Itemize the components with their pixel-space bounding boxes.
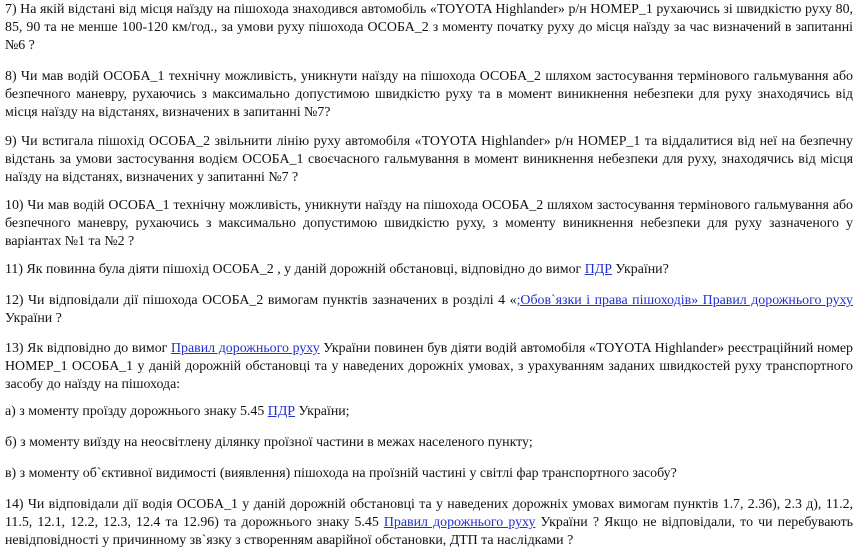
text-run: 8) Чи мав водій ОСОБА_1 технічну можливість, уникнути наїзду на пішохода ОСОБА_2 шляхом застосування термінового гальмування або безпечного маневру, рухаючись з максимально допустимою швидкістю руху та в момент виникнення небезпеки для руху знаходячись від місця наїзду на відстанях, визначених в запитанні №7?: [5, 69, 853, 121]
text-run: 11) Як повинна була діяти пішохід ОСОБА_2 , у даній дорожній обстановці, відповідно до вимог: [5, 262, 585, 277]
pdr-link[interactable]: ПДР: [584, 262, 612, 277]
text-run: в) з моменту об`єктивної видимості (виявлення) пішохода на проїзній частині у світлі фар транспортного засобу?: [5, 466, 677, 481]
question-11: [5, 261, 853, 279]
text-run: України?: [611, 262, 669, 277]
pedestrian-duties-link[interactable]: ;Обов`язки і права пішоходів» Правил дорожнього руху: [516, 293, 853, 308]
text-run: 14) Чи відповідали дії водія ОСОБА_1 у даній дорожній обстановці та у наведених дорожніх умовах вимогам пунктів 1.7, 2.36), 2.3 д), 11.2, 11.5, 12.1, 12.2, 12.3, 12.4 та 12.96) та дорожнього знаку 5.45: [5, 497, 853, 531]
question-13c: [5, 465, 853, 483]
question-14: [5, 496, 853, 551]
text-run: 9) Чи встигала пішохід ОСОБА_2 звільнити лінію руху автомобіля «TOYOTA Highlander» р/н НОМЕР_1 та віддалитися від неї на безпечну відстань за умови застосування водієм ОСОБА_1 своєчасного гальмування в момент виникнення небезпеки для руху, знаходячись від місця наїзду на відстанях, визначених у запитанні №7 ?: [5, 134, 853, 186]
text-run: України ? Якщо не відповідали, то чи перебувають невідповідності у причинному зв`язку з створенням аварійної обстановки, ДТП та наслідками ?: [5, 515, 853, 549]
text-run: 13) Як відповідно до вимог: [5, 341, 172, 356]
traffic-rules-link[interactable]: Правил дорожнього руху: [383, 515, 536, 531]
text-run: а) з моменту проїзду дорожнього знаку 5.45: [5, 404, 268, 419]
question-13a: [5, 403, 853, 421]
text-run: 12) Чи відповідали дії пішохода ОСОБА_2 вимогам пунктів зазначених в розділі 4 «: [5, 293, 517, 308]
text-run: України;: [295, 404, 350, 419]
text-run: 7) На якій відстані від місця наїзду на пішохода знаходився автомобіль «TOYOTA Highlander» р/н НОМЕР_1 рухаючись зі швидкістю руху 80, 85, 90 та не менше 100-120 км/год., за умови руху пішохода ОСОБА_2 з моменту початку руху до місця наїзду за час визначений в запитанні №6 ?: [5, 2, 853, 54]
pdr-link[interactable]: ПДР: [267, 404, 296, 419]
question-13b: [5, 434, 853, 452]
text-run: б) з моменту виїзду на неосвітлену ділянку проїзної частини в межах населеного пункту;: [5, 435, 533, 450]
traffic-rules-link[interactable]: Правил дорожнього руху: [171, 341, 320, 356]
question-10: [5, 197, 853, 252]
question-13: [5, 340, 853, 395]
question-7: [5, 1, 853, 56]
question-12: [5, 292, 853, 328]
text-run: 10) Чи мав водій ОСОБА_1 технічну можливість, уникнути наїзду на пішохода ОСОБА_2 шляхом застосування термінового гальмування або безпечного маневру, рухаючись з максимально допустимою швидкістю руху, з моменту виникнення небезпеки для руху зазначеного у варіантах №1 та №2 ?: [5, 198, 853, 250]
question-8: [5, 68, 853, 123]
text-run: України повинен був діяти водій автомобіля «TOYOTA Highlander» реєстраційний номер НОМЕР_1 ОСОБА_1 у даній дорожній обстановці та у наведених дорожніх умовах, з урахуванням заданих швидкостей руху транспортного засобу до наїзду на пішохода:: [5, 341, 853, 393]
text-run: України ?: [5, 311, 62, 327]
question-9: [5, 133, 853, 188]
